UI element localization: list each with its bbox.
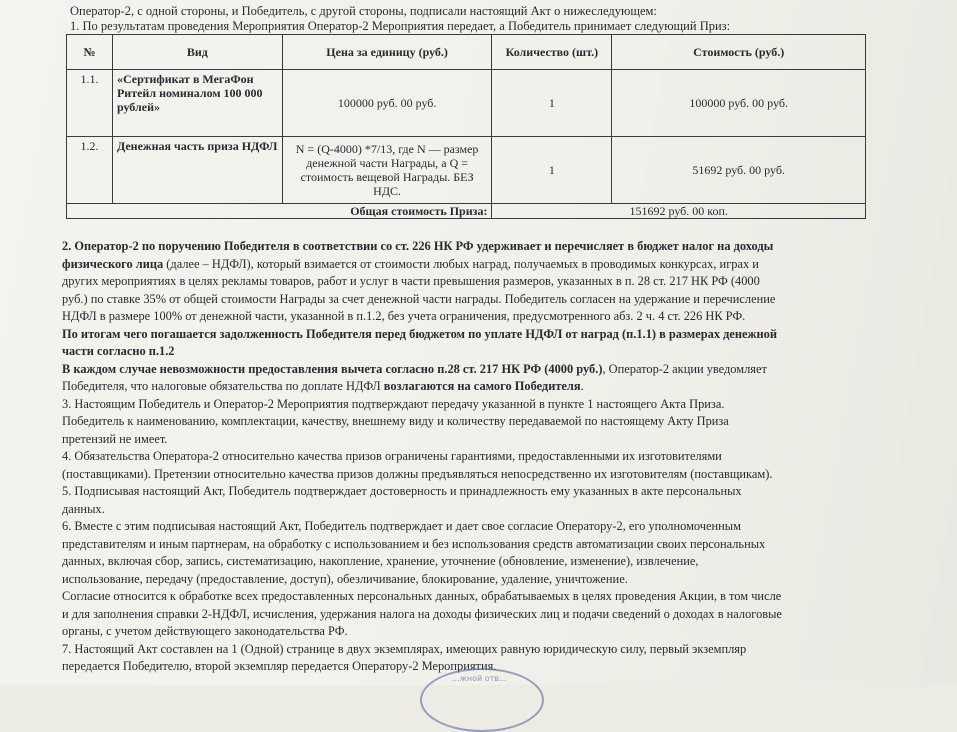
row-kind: «Сертификат в МегаФон Ритейл номиналом 100 000 рублей» <box>112 70 282 137</box>
text-fragment: (далее – НДФЛ), который взимается от стоимости любых наград, получаемых в проводимых конкурсах, играх и <box>163 256 759 271</box>
paragraph-line: 7. Настоящий Акт составлен на 1 (Одной) странице в двух экземплярах, имеющих равную юридическую силу, первый экземпляр <box>62 641 747 656</box>
text-fragment: Победителя, что налоговые обязательства по доплате НДФЛ <box>62 379 384 393</box>
stamp-seal <box>420 668 544 732</box>
row-number: 1.1. <box>67 70 113 137</box>
paragraph-line: данных, включая сбор, запись, систематизацию, накопление, хранение, уточнение (обновление, изменение), извлечение, <box>62 554 699 568</box>
paragraph-line: По итогам чего погашается задолженность Победителя перед бюджетом по уплате НДФЛ от наград (п.1.1) в размерах денежной <box>62 326 777 341</box>
paragraph-line: 2. Оператор-2 по поручению Победителя в соответствии со ст. 226 НК РФ удерживает и перечисляет в бюджет налог на доходы <box>62 239 774 253</box>
paragraph-line: и для заполнения справки 2-НДФЛ, исчисления, удержания налога на доходы физических лиц и подачи сведений о доходах в налоговые <box>62 606 782 621</box>
paragraph-line <box>62 256 892 274</box>
paragraph-line: (поставщиками). Претензии относительно качества призов должны предъявляться непосредственно их изготовителям (поставщикам). <box>62 466 773 481</box>
row-cost: 51692 руб. 00 руб. <box>612 137 866 204</box>
paragraph-line: 6. Вместе с этим подписывая настоящий Акт, Победитель подтверждает и дает свое согласие Оператору-2, его уполномоченным <box>62 519 741 533</box>
table-header-row <box>67 35 866 70</box>
paragraph-line <box>62 361 892 379</box>
paragraph-line: части согласно п.1.2 <box>62 344 175 358</box>
paragraph-line: претензий не имеет. <box>62 431 168 446</box>
seal-text: ...жной отв... <box>452 674 507 683</box>
paragraph-line: данных. <box>62 501 105 516</box>
row-price: 100000 руб. 00 руб. <box>282 70 492 137</box>
table-row <box>67 137 866 204</box>
total-value: 151692 руб. 00 коп. <box>492 204 866 219</box>
paragraph-line: представителям и иным партнерам, на обработку с использованием и без использования средств автоматизации своих персональных <box>62 536 766 551</box>
body-text <box>62 238 892 676</box>
paragraph-line: других мероприятиях в целях рекламы товаров, работ и услуг в части превышения размеров, указанных в п. 28 ст. 217 НК РФ (4000 <box>62 274 760 288</box>
row-price: N = (Q-4000) *7/13, где N — размер денежной части Награды, а Q = стоимость вещевой Награды. БЕЗ НДС. <box>282 137 492 204</box>
row-kind: Денежная часть приза НДФЛ <box>112 137 282 204</box>
paragraph-line: НДФЛ в размере 100% от денежной части, указанной в п.1.2, без учета ограничения, предусмотренного абз. 2 ч. 4 ст. 226 НК РФ. <box>62 309 746 323</box>
paragraph-line: 4. Обязательства Оператора-2 относительно качества призов ограничены гарантиями, предоставленными их изготовителями <box>62 449 722 463</box>
intro-line: Оператор-2, с одной стороны, и Победитель, с другой стороны, подписали настоящий Акт о нижеследующем: <box>70 4 657 18</box>
paragraph-line: Согласие относится к обработке всех предоставленных персональных данных, обрабатываемых в целях проведения Акции, в том числе <box>62 589 782 603</box>
bold-fragment: физического лица <box>62 256 164 271</box>
paragraph-line: использование, передачу (предоставление, доступ), обезличивание, блокирование, удаление, уничтожение. <box>62 571 628 586</box>
paragraph-line: Победитель к наименованию, комплектации, качеству, внешнему виду и количеству передаваемой по настоящему Акту Приза <box>62 414 729 428</box>
paragraph-line: 3. Настоящим Победитель и Оператор-2 Мероприятия подтверждают передачу указанной в пункте 1 настоящего Акта Приза. <box>62 396 725 411</box>
row-cost: 100000 руб. 00 руб. <box>612 70 866 137</box>
text-fragment: . <box>580 379 584 393</box>
header-cost: Стоимость (руб.) <box>612 35 866 70</box>
header-price: Цена за единицу (руб.) <box>282 35 492 70</box>
bold-fragment: В каждом случае невозможности предоставления вычета согласно п.28 ст. 217 НК РФ (4000 руб.) <box>62 361 603 376</box>
table-total-row <box>67 204 866 219</box>
row-number: 1.2. <box>67 137 113 204</box>
text-fragment: , Оператор-2 акции уведомляет <box>602 361 767 376</box>
prize-table <box>66 34 866 219</box>
intro-block <box>70 4 830 34</box>
table-row <box>67 70 866 137</box>
paragraph-line: органы, с учетом действующего законодательства РФ. <box>62 624 348 638</box>
paragraph-line: 5. Подписывая настоящий Акт, Победитель подтверждает достоверность и принадлежность ему указанных в акте персональных <box>62 484 742 498</box>
bold-fragment: возлагаются на самого Победителя <box>383 379 581 393</box>
header-quantity: Количество (шт.) <box>492 35 612 70</box>
paragraph-line: руб.) по ставке 35% от общей стоимости Награды за счет денежной части награды. Победитель согласен на удержание и перечисление <box>62 291 776 306</box>
total-label: Общая стоимость Приза: <box>67 204 492 219</box>
row-quantity: 1 <box>492 137 612 204</box>
paragraph-line: передается Победителю, второй экземпляр передается Оператору-2 Мероприятия. <box>62 659 497 673</box>
row-quantity: 1 <box>492 70 612 137</box>
header-number: № <box>67 35 113 70</box>
intro-line: 1. По результатам проведения Мероприятия Оператор-2 Мероприятия передает, а Победитель принимает следующий Приз: <box>70 19 731 33</box>
paragraph-line <box>62 378 892 396</box>
header-kind: Вид <box>112 35 282 70</box>
